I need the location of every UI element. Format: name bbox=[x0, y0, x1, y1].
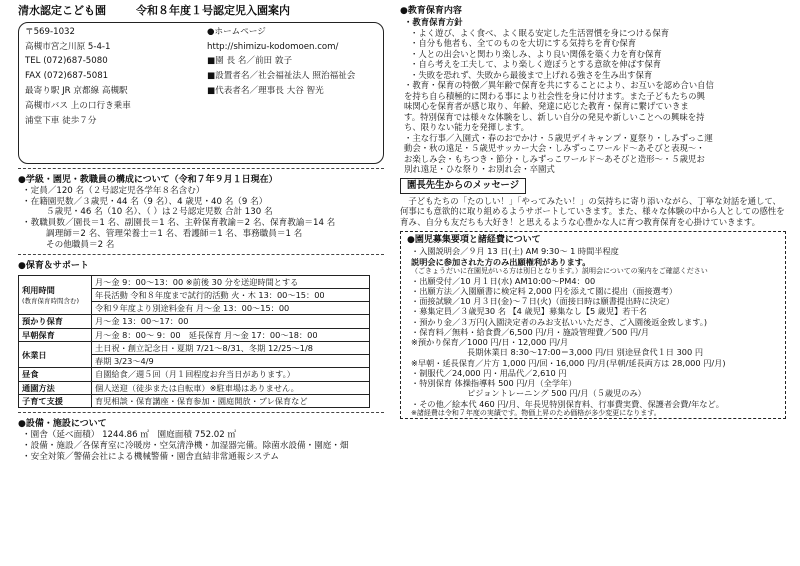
table-row bbox=[19, 315, 370, 328]
lunch-label: 昼食 bbox=[19, 368, 92, 381]
equipment: ・設備・施設／各保育室に冷暖房・空気清浄機・加湿器完備。除菌水設備・園庭・畑 bbox=[22, 441, 349, 452]
uniform-fee: ・制服代／24,000 円・用品代／2,610 円 bbox=[411, 367, 567, 378]
events-line: 別れ遠足・ひな祭り・お別れ会・卒園式 bbox=[404, 164, 555, 175]
admission-heading: 令和８年度１号認定児入園案内 bbox=[136, 4, 290, 17]
features-line: す。特別保育では様々な体験をし、新しい自分の発見や新しいことへの興味を持 bbox=[404, 111, 705, 122]
events-line: 動会・秋の遠足・５歳児サッカー大会・しみずっこワールド～あそびと表現～・ bbox=[404, 143, 705, 154]
walk-time: 浦堂下車 徒歩７分 bbox=[25, 115, 97, 126]
early-late-fee: ※早朝・延長保育／片方 1,000 円/回・16,000 円/月(早朝/延長両方は 28,000 円/月) bbox=[411, 357, 726, 368]
holidays-spring: 春期 3/23～4/9 bbox=[92, 355, 370, 368]
events-line: ・主な行事／入園式・春のおでかけ・５歳児デイキャンプ・夏祭り・しみずっこ運 bbox=[404, 132, 713, 143]
divider bbox=[18, 168, 384, 169]
staff-count-3: その他職員＝2 名 bbox=[46, 239, 115, 250]
contact-details bbox=[207, 27, 377, 101]
contact-address bbox=[25, 27, 205, 131]
interview: ・面接試験／10 月３日(金)～７日(火)（面接日時は願書提出時に決定） bbox=[411, 296, 675, 306]
representative-name: ■代表者名／理事長 大谷 智光 bbox=[207, 85, 324, 96]
principal-name: ■園 長 名／前田 敦子 bbox=[207, 56, 293, 67]
lunch-value: 自園給食／週５回（月１回程度お弁当日があります。） bbox=[92, 368, 370, 381]
building-area: ・園舎（延べ面積） 1244.86 ㎡ 園庭面積 752.02 ㎡ bbox=[22, 430, 237, 441]
table-row bbox=[19, 381, 370, 394]
composition-heading: ●学級・園児・教職員の構成について（令和７年９月１日現在） bbox=[18, 174, 278, 185]
address: 高槻市宮之川原 5-4-1 bbox=[25, 41, 111, 52]
capacity-recruit: ・募集定員／３歳児30 名 【4 歳児】募集なし【5 歳児】若干名 bbox=[411, 306, 647, 317]
early-care-label: 早朝保育 bbox=[19, 328, 92, 341]
extended-care-value: 月～金 13：00～17：00 bbox=[92, 315, 370, 328]
founder-name: ■設置者名／社会福祉法人 照治福祉会 bbox=[207, 71, 356, 82]
senior-activity-2: 令和９年度より別途料金有 月～金 13：00～15：00 bbox=[92, 302, 370, 315]
staff-count-2: 調理師＝2 名、管理栄養士＝1 名、看護師＝1 名、事務職員＝1 名 bbox=[46, 228, 303, 239]
briefing-date: ・入園説明会／９月 13 日(土) AM 9:30～ 1 時間半程度 bbox=[411, 246, 619, 257]
education-heading: ●教育保育内容 bbox=[400, 6, 462, 16]
table-row bbox=[19, 394, 370, 407]
page-title bbox=[18, 4, 384, 18]
special-care-fee: ・特別保育 体操指導料 500 円/月（全学年） bbox=[411, 378, 577, 388]
holidays-value: 土日祝・創立記念日・夏期 7/21～8/31、冬期 12/25～1/8 bbox=[92, 341, 370, 354]
briefing-note: 説明会に参加された方のみ出願権利があります。 bbox=[411, 256, 591, 267]
school-name: 清水認定こども園 bbox=[18, 4, 106, 17]
features-line: 味関心を保育者が感じ取り、年齢、発達に応じた教育・保育に繋げていきま bbox=[404, 101, 689, 112]
policy-item: ・よく遊び、よく食べ、よく眠る安定した生活習慣を身につける保育 bbox=[410, 27, 670, 38]
holiday-fee: 長期休業日 8:30～17:00＝3,000 円/日 別途昼食代１日 300 円 bbox=[467, 347, 704, 358]
briefing-side-note: （ごきょうだいに在園児がいる方は別日となります。）説明会についての案内をご確認ください bbox=[411, 266, 708, 275]
features-line: ・教育・保育の特徴／異年齢で保育を共にすることにより、お互いを認め合い自信 bbox=[404, 80, 714, 91]
hours-label: 利用時間 (教育保育時間含む) bbox=[19, 275, 92, 315]
commute-label: 通園方法 bbox=[19, 381, 92, 394]
holidays-label: 休業日 bbox=[19, 341, 92, 368]
enrollment: ・在籍園児数／３歳児・44 名（9 名）、4 歳児・40 名（9 名） bbox=[22, 196, 268, 207]
application-method: ・出願方法／入園願書に検定料 2,000 円を添えて園に提出（面接選考） bbox=[411, 285, 678, 296]
recruitment-box bbox=[400, 231, 786, 419]
postal-code: 〒569-1032 bbox=[25, 26, 75, 37]
other-fees: ・その他／絵本代 460 円/月、年長児特別保育料、行事費実費、保護者会費/年など。 bbox=[411, 398, 724, 409]
care-heading: ●保育＆サポート bbox=[18, 261, 89, 272]
support-value: 育児相談・保育講座・保育参加・園庭開放・プレ保育など bbox=[92, 394, 370, 407]
tel: TEL (072)687-5080 bbox=[25, 56, 108, 67]
right-column bbox=[400, 0, 786, 419]
policy-item: ・失敗を恐れず、失敗から最後まで上げれる強さを生み出す保育 bbox=[410, 69, 653, 80]
extended-care-label: 預かり保育 bbox=[19, 315, 92, 328]
enrollment-5yr: ５歳児・46 名（10 名）、（ ）は２号認定児数 合計 130 名 bbox=[46, 207, 273, 218]
contact-box bbox=[18, 22, 384, 164]
policy-item: ・自ら考えを工夫して、より楽しく遊ぼうとする意欲を伸ばす保育 bbox=[410, 59, 662, 70]
footnote: ※諸経費は令和７年度の実績です。物価上昇のため価格が多少変更になります。 bbox=[411, 408, 661, 417]
early-care-value: 月～金 8：00～ 9：00 延長保育 月～金 17：00～18：00 bbox=[92, 328, 370, 341]
policy-item: ・自分も他者も、全てのものを大切にする気持ちを育む保育 bbox=[410, 38, 637, 49]
extended-fee: ※預かり保育／1000 円/日・12,000 円/月 bbox=[411, 337, 569, 347]
policy-item: ・人との出会いと関わり楽しみ、より良い関係を築く力を育む保育 bbox=[410, 48, 662, 59]
fax: FAX (072)687-5081 bbox=[25, 71, 109, 82]
fees: ・保育料／無料・給食費／6,500 円/月・施設管理費／500 円/月 bbox=[411, 326, 650, 337]
nearest-station: 最寄り駅 JR 京都線 高槻駅 bbox=[25, 85, 128, 96]
care-table bbox=[18, 275, 370, 409]
senior-activity-1: 年長活動 令和８年度まで試行的活動 火・木 13：00～15：00 bbox=[92, 288, 370, 301]
table-row bbox=[19, 341, 370, 354]
vision-training-fee: ピジョントレーニング 500 円/月（５歳児のみ） bbox=[467, 388, 646, 399]
table-row bbox=[19, 368, 370, 381]
left-column bbox=[18, 0, 384, 463]
hours-value: 月～金 9：00～13：00 ※前後 30 分を送迎時間とする bbox=[92, 275, 370, 288]
message-text: 子どもたちの「たのしい！」「やってみたい！」の気持ちに寄り添いながら、丁寧な対話を通して、何事にも意欲的に取り組めるようサポートしていきます。また、様々な体験の中から人としての感性を育み、自分も友だちも大好き！と思えるような心豊かな人に育つ教育保育を心掛けていきます。 bbox=[400, 195, 785, 227]
message-heading: 園長先生からのメッセージ bbox=[400, 178, 526, 194]
events-line: お楽しみ会・もちつき・節分・しみずっこワールド～あそびと造形～・５歳児お bbox=[404, 153, 705, 164]
staff-count: ・教職員数／園長＝1 名、副園長＝1 名、主幹保育教諭＝2 名、保育教諭＝14 名 bbox=[22, 218, 336, 229]
capacity: ・定員／120 名（２号認定児各学年８名含む） bbox=[22, 186, 205, 196]
divider bbox=[18, 412, 384, 413]
features-line: ち、限りない能力を発揮します。 bbox=[404, 122, 529, 133]
table-row bbox=[19, 275, 370, 288]
homepage-label: ●ホームページ bbox=[207, 26, 266, 37]
divider bbox=[18, 254, 384, 255]
features-line: を持ち自ら積極的に関わる事により社会性を身に付けます。また子どもたちの興 bbox=[404, 90, 705, 101]
homepage-url[interactable]: http://shimizu-kodomoen.com/ bbox=[207, 41, 339, 52]
bus-route: 高槻市バス 上の口行き乗車 bbox=[25, 100, 131, 111]
safety: ・安全対策／警備会社による機械警備・園舎直結非常通報システム bbox=[22, 451, 279, 462]
recruitment-heading: ●園児募集要項と諸経費について bbox=[407, 235, 541, 245]
deposit: ・預かり金／３万円(入園決定者のみお支払いいただき、ご入園後返金致します。) bbox=[411, 316, 708, 327]
application-period: ・出願受付／10 月１日(水) AM10:00～PM4：00 bbox=[411, 275, 596, 286]
facility-heading: ●設備・施設について bbox=[18, 419, 107, 430]
support-label: 子育て支援 bbox=[19, 394, 92, 407]
policy-heading: ・教育保育方針 bbox=[404, 17, 463, 28]
commute-value: 個人送迎（徒歩または自転車）※駐車場はありません。 bbox=[92, 381, 370, 394]
table-row bbox=[19, 328, 370, 341]
